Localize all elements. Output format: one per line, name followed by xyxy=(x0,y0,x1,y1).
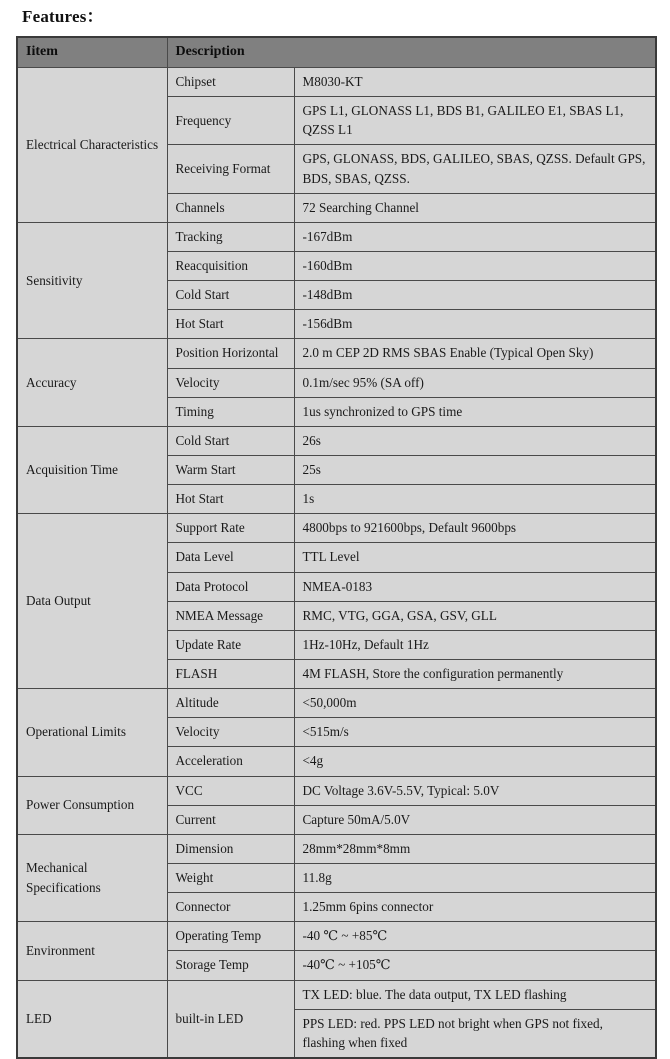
spec-parameter-label: NMEA Message xyxy=(167,601,294,630)
spec-parameter-value: DC Voltage 3.6V-5.5V, Typical: 5.0V xyxy=(294,776,656,805)
spec-parameter-label: Altitude xyxy=(167,689,294,718)
spec-parameter-label: Reacquisition xyxy=(167,251,294,280)
specifications-table-container xyxy=(16,36,655,1059)
spec-parameter-label: VCC xyxy=(167,776,294,805)
spec-parameter-label: Position Horizontal xyxy=(167,339,294,368)
spec-parameter-value: -148dBm xyxy=(294,281,656,310)
page-title: Features： xyxy=(22,7,104,26)
spec-parameter-value: <515m/s xyxy=(294,718,656,747)
spec-parameter-value: -160dBm xyxy=(294,251,656,280)
spec-parameter-value: 28mm*28mm*8mm xyxy=(294,834,656,863)
spec-parameter-label: Receiving Format xyxy=(167,145,294,193)
spec-parameter-label: Chipset xyxy=(167,68,294,97)
spec-parameter-value: PPS LED: red. PPS LED not bright when GPS not fixed, flashing when fixed xyxy=(294,1009,656,1058)
item-group-label: Accuracy xyxy=(17,339,167,426)
spec-parameter-label: Data Protocol xyxy=(167,572,294,601)
spec-parameter-value: 0.1m/sec 95% (SA off) xyxy=(294,368,656,397)
spec-parameter-label: Timing xyxy=(167,397,294,426)
spec-parameter-label: Acceleration xyxy=(167,747,294,776)
spec-parameter-value: TTL Level xyxy=(294,543,656,572)
spec-parameter-label: Cold Start xyxy=(167,281,294,310)
item-group-label: Acquisition Time xyxy=(17,426,167,513)
item-group-label: Environment xyxy=(17,922,167,980)
spec-parameter-value: RMC, VTG, GGA, GSA, GSV, GLL xyxy=(294,601,656,630)
spec-parameter-value: -156dBm xyxy=(294,310,656,339)
spec-parameter-label: Dimension xyxy=(167,834,294,863)
table-row xyxy=(17,980,656,1009)
table-row xyxy=(17,68,656,97)
table-header-row xyxy=(17,37,656,68)
table-row xyxy=(17,222,656,251)
spec-parameter-value: GPS L1, GLONASS L1, BDS B1, GALILEO E1, SBAS L1, QZSS L1 xyxy=(294,97,656,145)
table-row xyxy=(17,689,656,718)
table-row xyxy=(17,426,656,455)
spec-parameter-label: Current xyxy=(167,805,294,834)
spec-parameter-value: 11.8g xyxy=(294,863,656,892)
spec-parameter-label: Cold Start xyxy=(167,426,294,455)
column-header-item: Iitem xyxy=(17,37,167,68)
spec-parameter-value: GPS, GLONASS, BDS, GALILEO, SBAS, QZSS. Default GPS, BDS, SBAS, QZSS. xyxy=(294,145,656,193)
spec-parameter-value: -167dBm xyxy=(294,222,656,251)
spec-parameter-label: Frequency xyxy=(167,97,294,145)
spec-parameter-value: TX LED: blue. The data output, TX LED flashing xyxy=(294,980,656,1009)
spec-parameter-label: Weight xyxy=(167,863,294,892)
spec-parameter-label: Velocity xyxy=(167,718,294,747)
spec-parameter-value: 2.0 m CEP 2D RMS SBAS Enable (Typical Open Sky) xyxy=(294,339,656,368)
spec-parameter-value: 26s xyxy=(294,426,656,455)
spec-parameter-label: built-in LED xyxy=(167,980,294,1058)
spec-parameter-value: <4g xyxy=(294,747,656,776)
spec-parameter-label: Hot Start xyxy=(167,485,294,514)
table-header xyxy=(17,37,656,68)
spec-parameter-value: NMEA-0183 xyxy=(294,572,656,601)
spec-parameter-value: 1s xyxy=(294,485,656,514)
spec-parameter-label: Warm Start xyxy=(167,455,294,484)
spec-parameter-label: FLASH xyxy=(167,659,294,688)
spec-parameter-value: Capture 50mA/5.0V xyxy=(294,805,656,834)
item-group-label: Mechanical Specifications xyxy=(17,834,167,921)
spec-parameter-label: Connector xyxy=(167,893,294,922)
item-group-label: Data Output xyxy=(17,514,167,689)
specifications-table xyxy=(16,36,657,1059)
spec-parameter-value: 1Hz-10Hz, Default 1Hz xyxy=(294,630,656,659)
spec-parameter-value: -40 ℃ ~ +85℃ xyxy=(294,922,656,951)
spec-parameter-value: 72 Searching Channel xyxy=(294,193,656,222)
spec-parameter-value: 4800bps to 921600bps, Default 9600bps xyxy=(294,514,656,543)
spec-parameter-label: Channels xyxy=(167,193,294,222)
table-row xyxy=(17,776,656,805)
spec-parameter-label: Tracking xyxy=(167,222,294,251)
item-group-label: Sensitivity xyxy=(17,222,167,339)
spec-parameter-label: Velocity xyxy=(167,368,294,397)
spec-parameter-value: <50,000m xyxy=(294,689,656,718)
spec-parameter-value: 1.25mm 6pins connector xyxy=(294,893,656,922)
spec-parameter-label: Operating Temp xyxy=(167,922,294,951)
table-body xyxy=(17,68,656,1058)
spec-parameter-label: Data Level xyxy=(167,543,294,572)
spec-parameter-value: M8030-KT xyxy=(294,68,656,97)
item-group-label: Power Consumption xyxy=(17,776,167,834)
spec-parameter-value: 25s xyxy=(294,455,656,484)
table-row xyxy=(17,922,656,951)
spec-parameter-label: Hot Start xyxy=(167,310,294,339)
spec-parameter-value: 4M FLASH, Store the configuration permanently xyxy=(294,659,656,688)
item-group-label: LED xyxy=(17,980,167,1058)
item-group-label: Electrical Characteristics xyxy=(17,68,167,223)
spec-parameter-value: -40℃ ~ +105℃ xyxy=(294,951,656,980)
spec-parameter-label: Support Rate xyxy=(167,514,294,543)
spec-parameter-label: Update Rate xyxy=(167,630,294,659)
column-header-description: Description xyxy=(167,37,656,68)
item-group-label: Operational Limits xyxy=(17,689,167,776)
spec-parameter-label: Storage Temp xyxy=(167,951,294,980)
table-row xyxy=(17,514,656,543)
table-row xyxy=(17,339,656,368)
spec-parameter-value: 1us synchronized to GPS time xyxy=(294,397,656,426)
table-row xyxy=(17,834,656,863)
